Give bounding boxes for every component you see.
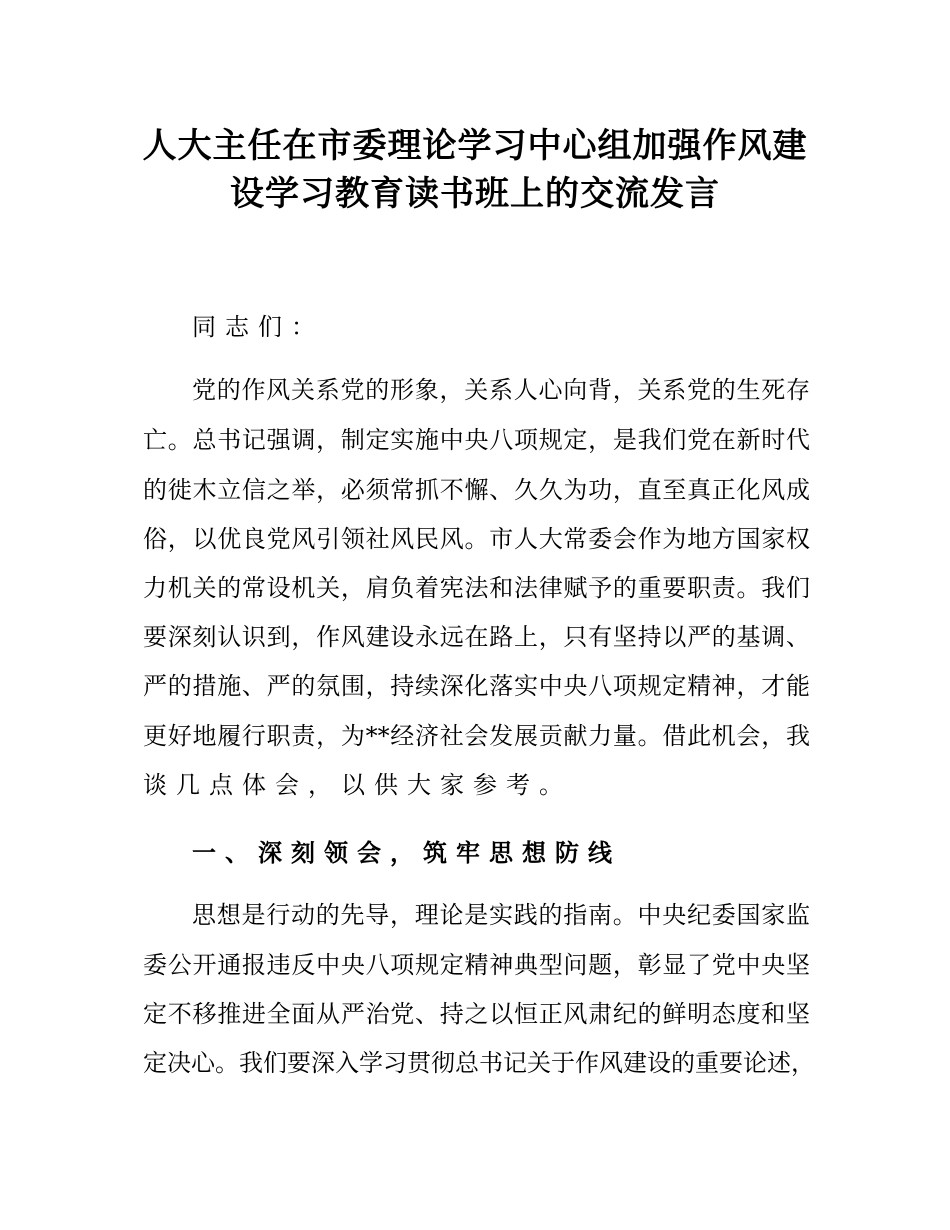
paragraph-line: 委公开通报违反中央八项规定精神典型问题，彰显了党中央坚 bbox=[143, 951, 810, 979]
paragraph-line: 谈几点体会，以供大家参考。 bbox=[143, 771, 572, 799]
paragraph-line: 俗，以优良党风引领社风民风。市人大常委会作为地方国家权 bbox=[143, 525, 810, 553]
salutation: 同志们： bbox=[192, 313, 324, 341]
document-title-line-2: 设学习教育读书班上的交流发言 bbox=[230, 174, 720, 214]
paragraph-line: 定不移推进全面从严治党、持之以恒正风肃纪的鲜明态度和坚 bbox=[143, 1000, 810, 1028]
paragraph-line: 亡。总书记强调，制定实施中央八项规定，是我们党在新时代 bbox=[143, 426, 810, 454]
paragraph-line: 力机关的常设机关，肩负着宪法和法律赋予的重要职责。我们 bbox=[143, 574, 810, 602]
paragraph-line: 定决心。我们要深入学习贯彻总书记关于作风建设的重要论述， bbox=[143, 1049, 815, 1077]
paragraph-line: 要深刻认识到，作风建设永远在路上，只有坚持以严的基调、 bbox=[143, 623, 810, 651]
paragraph-line: 的徙木立信之举，必须常抓不懈、久久为功，直至真正化风成 bbox=[143, 476, 810, 504]
paragraph-line: 严的措施、严的氛围，持续深化落实中央八项规定精神，才能 bbox=[143, 672, 810, 700]
section-heading-1: 一、深刻领会，筑牢思想防线 bbox=[192, 838, 621, 867]
paragraph-line: 党的作风关系党的形象，关系人心向背，关系党的生死存 bbox=[192, 376, 810, 404]
paragraph-line: 思想是行动的先导，理论是实践的指南。中央纪委国家监 bbox=[192, 901, 810, 929]
document-title-line-1: 人大主任在市委理论学习中心组加强作风建 bbox=[142, 126, 808, 166]
paragraph-line: 更好地履行职责，为**经济社会发展贡献力量。借此机会，我 bbox=[143, 722, 810, 750]
